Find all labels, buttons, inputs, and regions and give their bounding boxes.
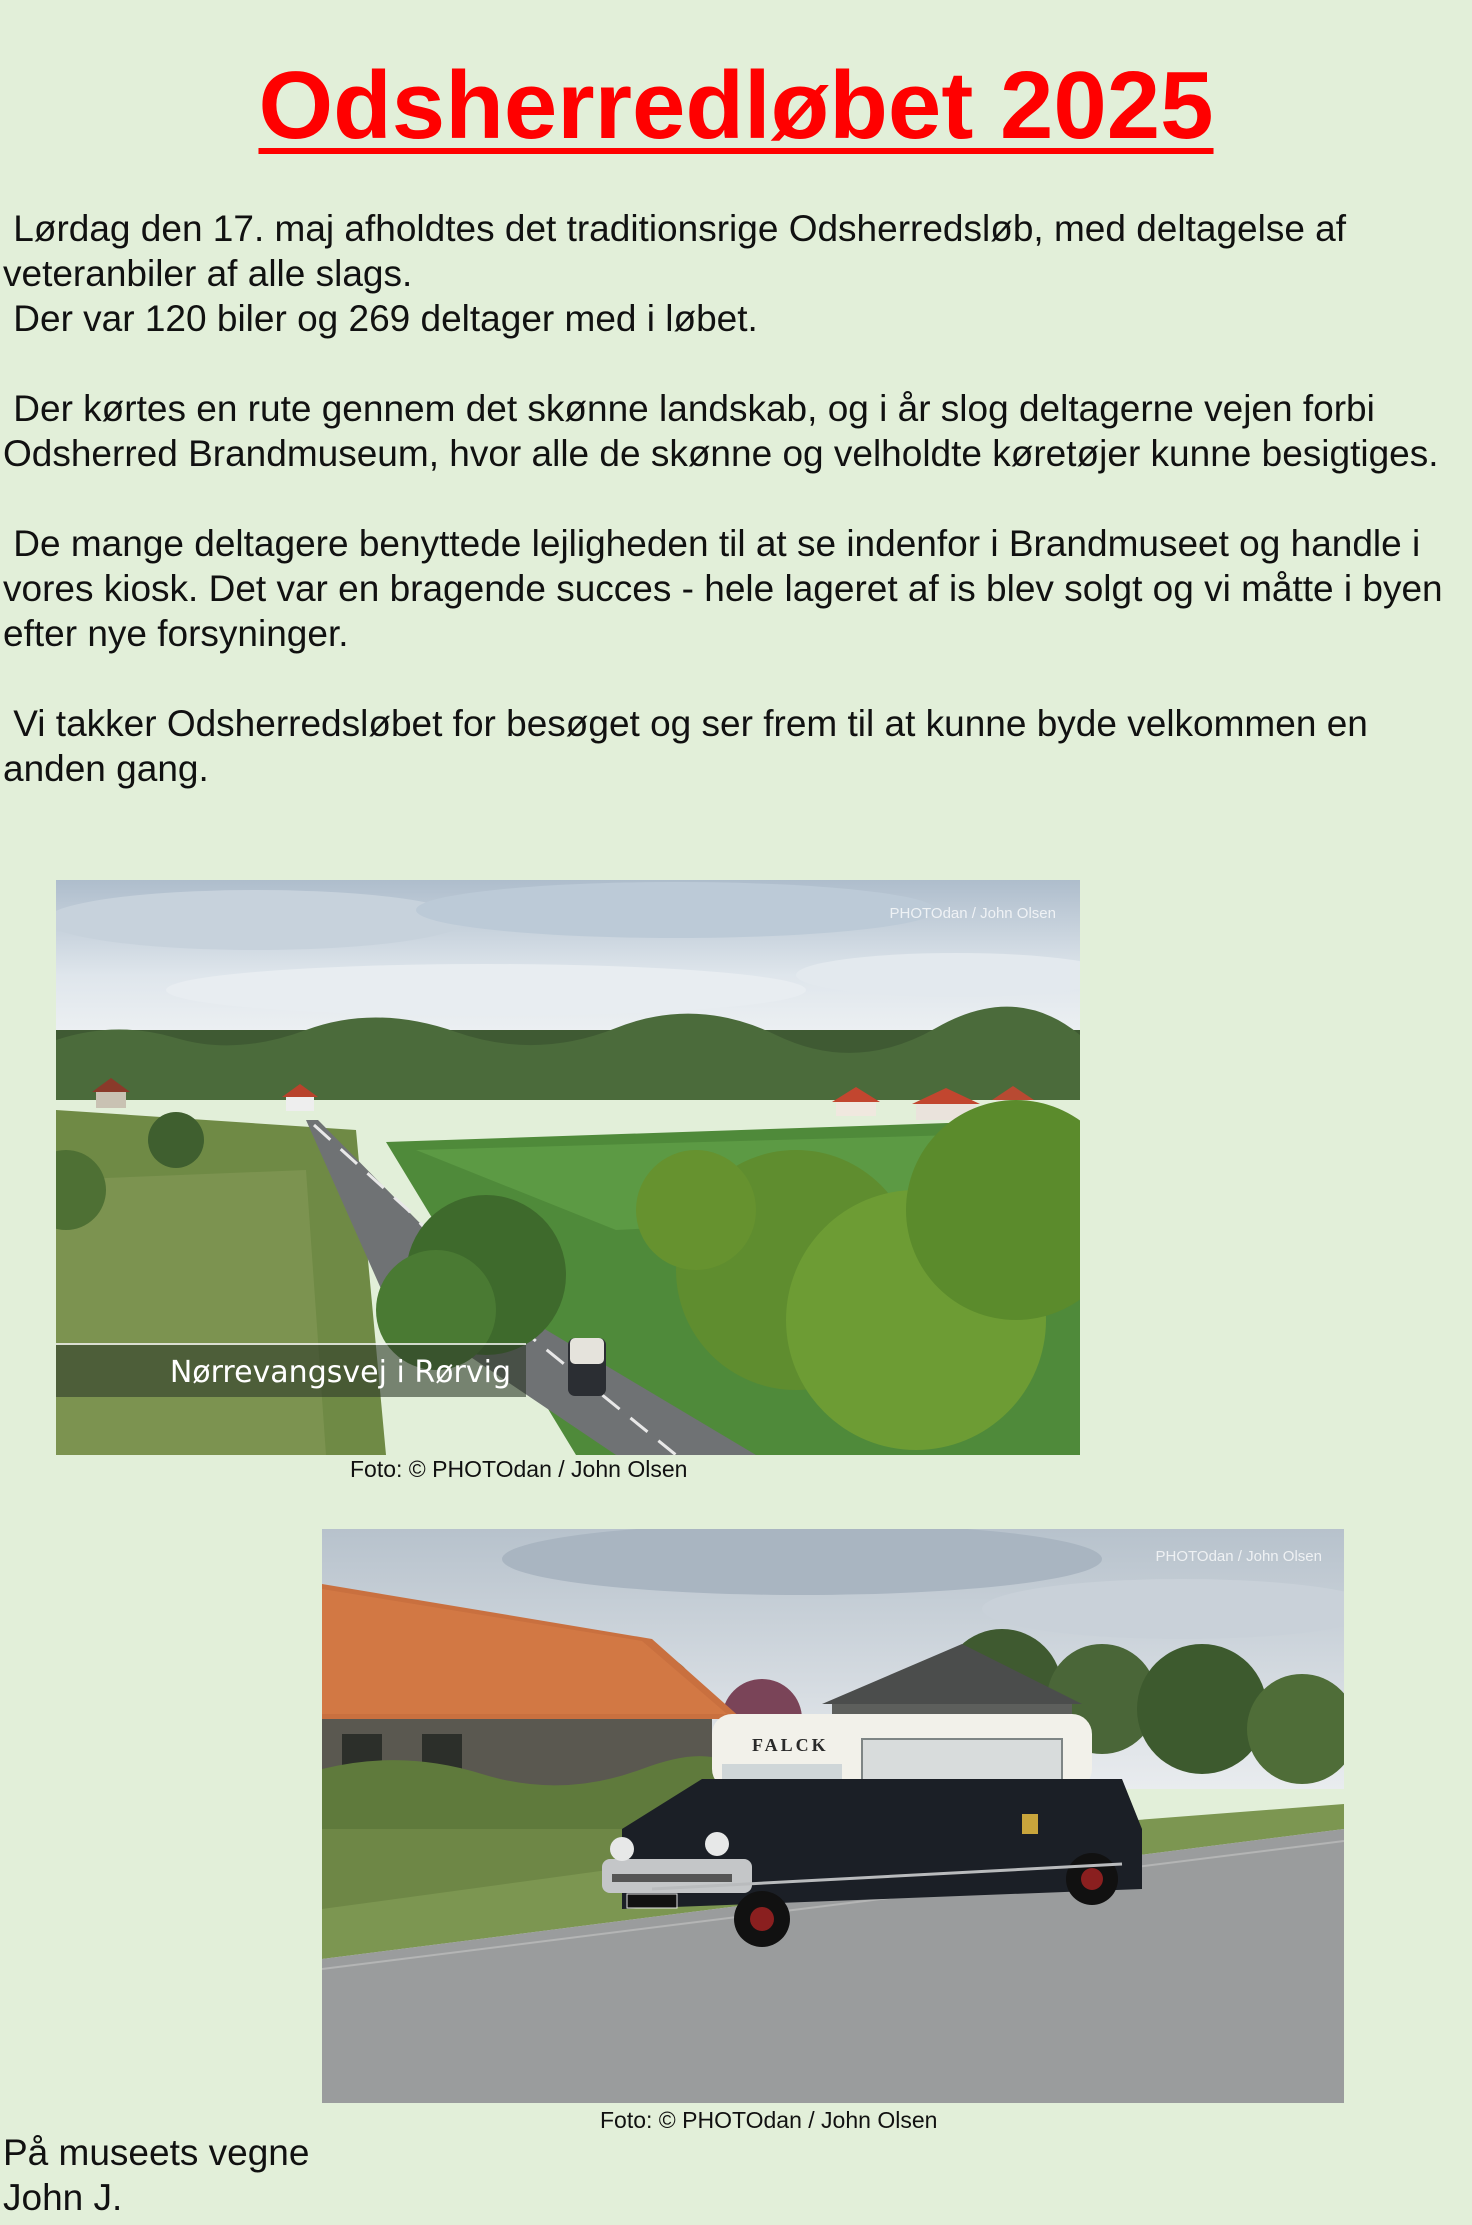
photo1-caption: Foto: © PHOTOdan / John Olsen [350,1456,688,1482]
page-title: Odsherredløbet 2025 [258,52,1214,159]
signature-line-1: På museets vegne [3,2132,310,2173]
photo1-watermark: PHOTOdan / John Olsen [889,905,1056,922]
photo-vintage-ambulance [322,1529,1344,2103]
photo2-watermark: PHOTOdan / John Olsen [1155,1548,1322,1565]
signature [3,2130,309,2220]
ambulance-text: FALCK [752,1735,829,1755]
paragraph-route: Der kørtes en rute gennem det skønne landskab, og i år slog deltagerne vejen forbi Odsherred Brandmuseum, hvor alle de skønne og velholdte køretøjer kunne besigtiges. [3,388,1439,474]
paragraph-intro: Lørdag den 17. maj afholdtes det traditionsrige Odsherredsløb, med deltagelse af veteranbiler af alle slags. Der var 120 biler og 269 deltager med i løbet. [3,208,1347,339]
photo2-caption: Foto: © PHOTOdan / John Olsen [600,2107,938,2133]
photo1-overlay-label: Nørrevangsvej i Rørvig [169,1355,511,1390]
signature-name: John J. [3,2177,123,2218]
paragraph-kiosk: De mange deltagere benyttede lejligheden til at se indenfor i Brandmuseet og handle i vores kiosk. Det var en bragende succes - hele lageret af is blev solgt og vi måtte i byen efter nye forsyninger. [3,523,1453,654]
article-body [3,206,1465,836]
photo-aerial-road [56,880,1080,1455]
paragraph-thanks: Vi takker Odsherredsløbet for besøget og ser frem til at kunne byde velkommen en anden gang. [3,703,1379,789]
